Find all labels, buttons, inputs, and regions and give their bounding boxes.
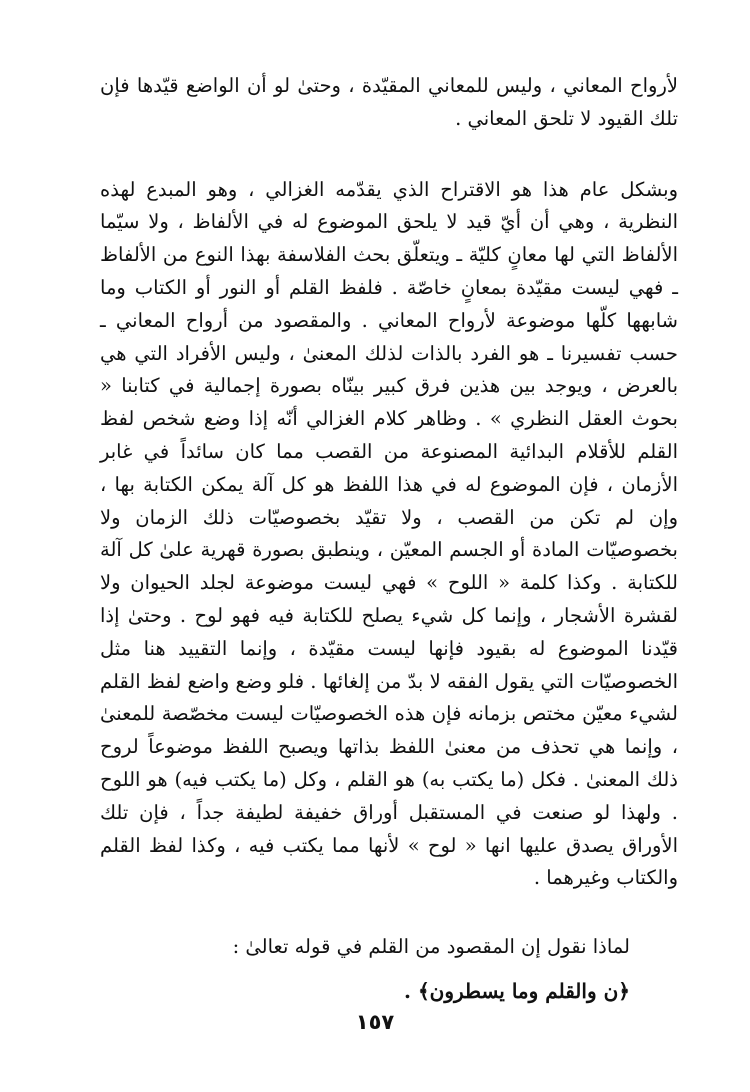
paragraph-1: لأرواح المعاني ، وليس للمعاني المقيّدة ، وحتىٰ لو أن الواضع قيّدها فإن تلك القيود لا تلحق المعاني . [100,74,678,130]
page-number: ١٥٧ [355,1010,395,1034]
question-line: لماذا نقول إن المقصود من القلم في قوله تعالىٰ : [232,935,630,959]
page-body [100,70,678,1008]
paragraph-gap [100,136,678,174]
quran-verse: ﴿ن والقلم وما يسطرون﴾ . [404,978,630,1003]
paragraph-gap [100,895,678,931]
paragraph-2: وبشكل عام هذا هو الاقتراح الذي يقدّمه الغزالي ، وهو المبدع لهذه النظرية ، وهي أن أيّ قيد لا يلحق الموضوع له في الألفاظ ، ولا سيّما الألفاظ التي لها معانٍ كليّة ـ ويتعلّق بحث الفلاسفة بهذا النوع من الألفاظ ـ فهي ليست مقيّدة بمعانٍ خاصّة . فلفظ القلم أو النور أو الكتاب وما شابهها كلّها موضوعة لأرواح المعاني . والمقصود من أرواح المعاني ـ حسب تفسيرنا ـ هو الفرد بالذات لذلك المعنىٰ ، وليس الأفراد التي هي بالعرض ، ويوجد بين هذين فرق كبير بينّاه بصورة إجمالية في كتابنا « بحوث العقل النظري » . وظاهر كلام الغزالي أنّه إذا وضع شخص لفظ القلم للأقلام البدائية المصنوعة من القصب مما كان سائداً في غابر الأزمان ، فإن الموضوع له في هذا اللفظ هو كل آلة يمكن الكتابة بها ، وإن لم تكن من القصب ، ولا تقيّد بخصوصيّات ذلك الزمان ولا بخصوصيّات المادة أو الجسم المعيّن ، وينطبق بصورة قهرية علىٰ كل آلة للكتابة . وكذا كلمة « اللوح » فهي ليست موضوعة لجلد الحيوان ولا لقشرة الأشجار ، وإنما كل شيء يصلح للكتابة فيه فهو لوح . وحتىٰ إذا قيّدنا الموضوع له بقيود فإنها ليست مقيّدة ، وإنما التقييد هنا مثل الخصوصيّات التي يقول الفقه لا بدّ من إلغائها . فلو وضع واضع لفظ القلم لشيء معيّن مختص بزمانه فإن هذه الخصوصيّات ليست مخصّصة للمعنىٰ ، وإنما هي تحذف من معنىٰ اللفظ بذاتها ويصبح اللفظ موضوعاً لروح ذلك المعنىٰ . فكل (ما يكتب به) هو القلم ، وكل (ما يكتب فيه) هو اللوح . ولهذا لو صنعت في المستقبل أوراق خفيفة لطيفة جداً ، فإن تلك الأوراق يصدق عليها انها « لوح » لأنها مما يكتب فيه ، وكذا لفظ القلم والكتاب وغيرهما . [100,177,678,890]
